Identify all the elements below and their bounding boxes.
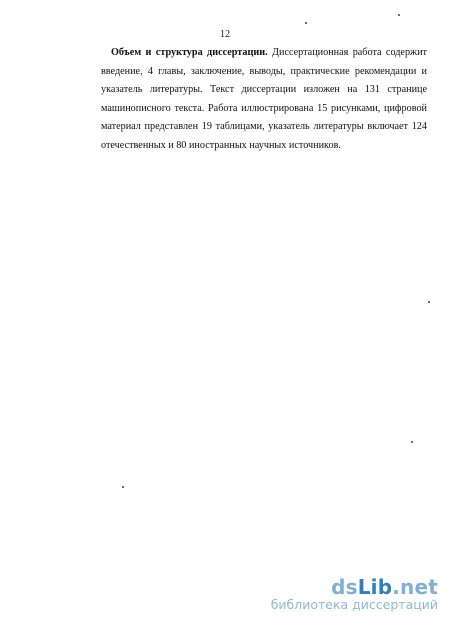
paragraph-body: Диссертационная работа содержит введение, 4 главы, заключение, выводы, практические рекомендации и указатель литературы. Текст диссертации изложен на 131 странице машинописного текста. Работа иллюстрирована 15 рисунками, цифровой материал представлен 19 таблицами, указатель литературы включает 124 отечественных и 80 иностранных научных источников. [101, 47, 427, 151]
structure-paragraph [101, 44, 427, 156]
page-number: 12 [220, 29, 230, 40]
logo-lib: Lib [357, 575, 393, 599]
scan-speck [122, 486, 124, 488]
logo-net: .net [392, 575, 438, 599]
paragraph-heading: Объем и структура диссертации. [111, 47, 268, 58]
logo-ds: ds [331, 575, 358, 599]
scan-speck [398, 14, 400, 16]
dslib-logo [271, 576, 438, 598]
watermark-caption: библиотека диссертаций [270, 597, 438, 612]
scan-speck [305, 22, 307, 24]
dslib-watermark[interactable] [271, 576, 438, 612]
scan-speck [411, 441, 413, 443]
scan-speck [428, 301, 430, 303]
